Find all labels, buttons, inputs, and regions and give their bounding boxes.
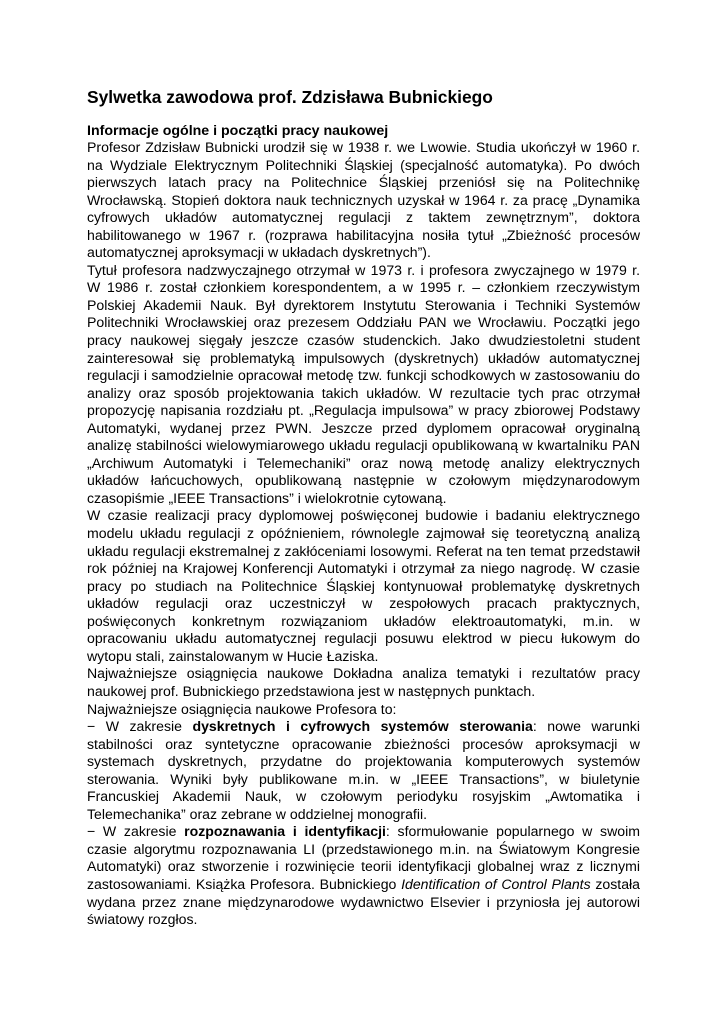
paragraph-achievements-intro: Najważniejsze osiągnięcia naukowe Dokładna analiza tematyki i rezultatów pracy naukowej prof. Bubnickiego przedstawiona jest w następnych punktach. [87,665,640,699]
list-item-text: : nowe warunki stabilności oraz syntetyczne opracowanie zbieżności procesów aproksymacji w systemach dyskretnych, przydatne do projektowania komputerowych systemów sterowania. Wyniki były publikowane m.in. w „IEEE Transactions”, w biuletynie Francuskiej Akademii Nauk, w czołowym periodyku rosyjskim „Awtomatika i Telemechanika” oraz zebrane w oddzielnej monografii. [87,718,640,822]
list-item-prefix: − W zakresie [87,718,193,735]
list-item-topic: dyskretnych i cyfrowych systemów sterowania [192,718,533,735]
section-heading: Informacje ogólne i początki pracy naukowej [87,123,389,139]
list-item-topic: rozpoznawania i identyfikacji [184,823,386,840]
document-title: Sylwetka zawodowa prof. Zdzisława Bubnickiego [87,87,493,107]
paragraph-career: Tytuł profesora nadzwyczajnego otrzymał w 1973 r. i profesora zwyczajnego w 1979 r. W 1986 r. został członkiem korespondentem, a w 1995 r. – członkiem rzeczywistym Polskiej Akademii Nauk. Był dyrektorem Instytutu Sterowania i Techniki Systemów Politechniki Wrocławskiej oraz prezesem Oddziału PAN we Wrocławiu. Początki jego pracy naukowej sięgały jeszcze czasów studenckich. Jako dwudziestoletni student zainteresował się problematyką impulsowych (dyskretnych) układów automatycznej regulacji i samodzielnie opracował metodę tzw. funkcji schodkowych w zastosowaniu do analizy oraz sposób projektowania takich układów. W rezultacie tych prac otrzymał propozycję napisania rozdziału pt. „Regulacja impulsowa” w pracy zbiorowej Podstawy Automatyki, wydanej przez PWN. Jeszcze przed dyplomem opracował oryginalną analizę stabilności wielowymiarowego układu regulacji opublikowaną w kwartalniku PAN „Archiwum Automatyki i Telemechaniki” oraz nową metodę analizy elektrycznych układów łańcuchowych, opublikowaną następnie w czołowym międzynarodowym czasopiśmie „IEEE Transactions” i wielokrotnie cytowaną. [87,261,640,506]
paragraph-biography: Profesor Zdzisław Bubnicki urodził się w 1938 r. we Lwowie. Studia ukończył w 1960 r. na Wydziale Elektrycznym Politechniki Śląskiej (specjalność automatyka). Po dwóch pierwszych latach pracy na Politechnice Śląskiej przeniósł się na Politechnikę Wrocławską. Stopień doktora nauk technicznych uzyskał w 1964 r. za pracę „Dynamika cyfrowych układów automatycznej regulacji z taktem zewnętrznym”, doktora habilitowanego w 1967 r. (rozprawa habilitacyjna nosiła tytuł „Zbieżność procesów automatycznej aproksymacji w układach dyskretnych”). [87,139,640,261]
list-item-recognition [87,823,640,928]
document-body [87,139,640,929]
list-item-tail: została wydana przez znane międzynarodowe wydawnictwo Elsevier i przyniosła jej autorowi światowy rozgłos. [87,875,640,928]
list-item-text: : sformułowanie popularnego w swoim czasie algorytmu rozpoznawania LI (przedstawionego m.in. na Światowym Kongresie Automatyki) oraz stworzenie i rozwinięcie teorii identyfikacji globalnej wraz z licznymi zastosowaniami. Książka Profesora. Bubnickiego [87,823,640,892]
list-item-prefix: − W zakresie [87,823,185,840]
paragraph-early-work: W czasie realizacji pracy dyplomowej poświęconej budowie i badaniu elektrycznego modelu układu regulacji z opóźnieniem, równolegle zajmował się teoretyczną analizą układu regulacji ekstremalnej z zakłóceniami losowymi. Referat na ten temat przedstawił rok później na Krajowej Konferencji Automatyki i otrzymał za niego nagrodę. W czasie pracy po studiach na Politechnice Śląskiej kontynuował problematykę dyskretnych układów regulacji oraz uczestniczył w zespołowych pracach praktycznych, poświęconych konkretnym rozwiązaniom układów elektroautomatyki, m.in. w opracowaniu układu automatycznej regulacji posuwu elektrod w piecu łukowym do wytopu stali, zainstalowanym w Hucie Łaziska. [87,507,640,664]
list-item-discrete-systems [87,718,640,823]
book-title: Identification of Control Plants [401,875,591,892]
paragraph-achievements-lead: Najważniejsze osiągnięcia naukowe Profesora to: [87,700,397,717]
